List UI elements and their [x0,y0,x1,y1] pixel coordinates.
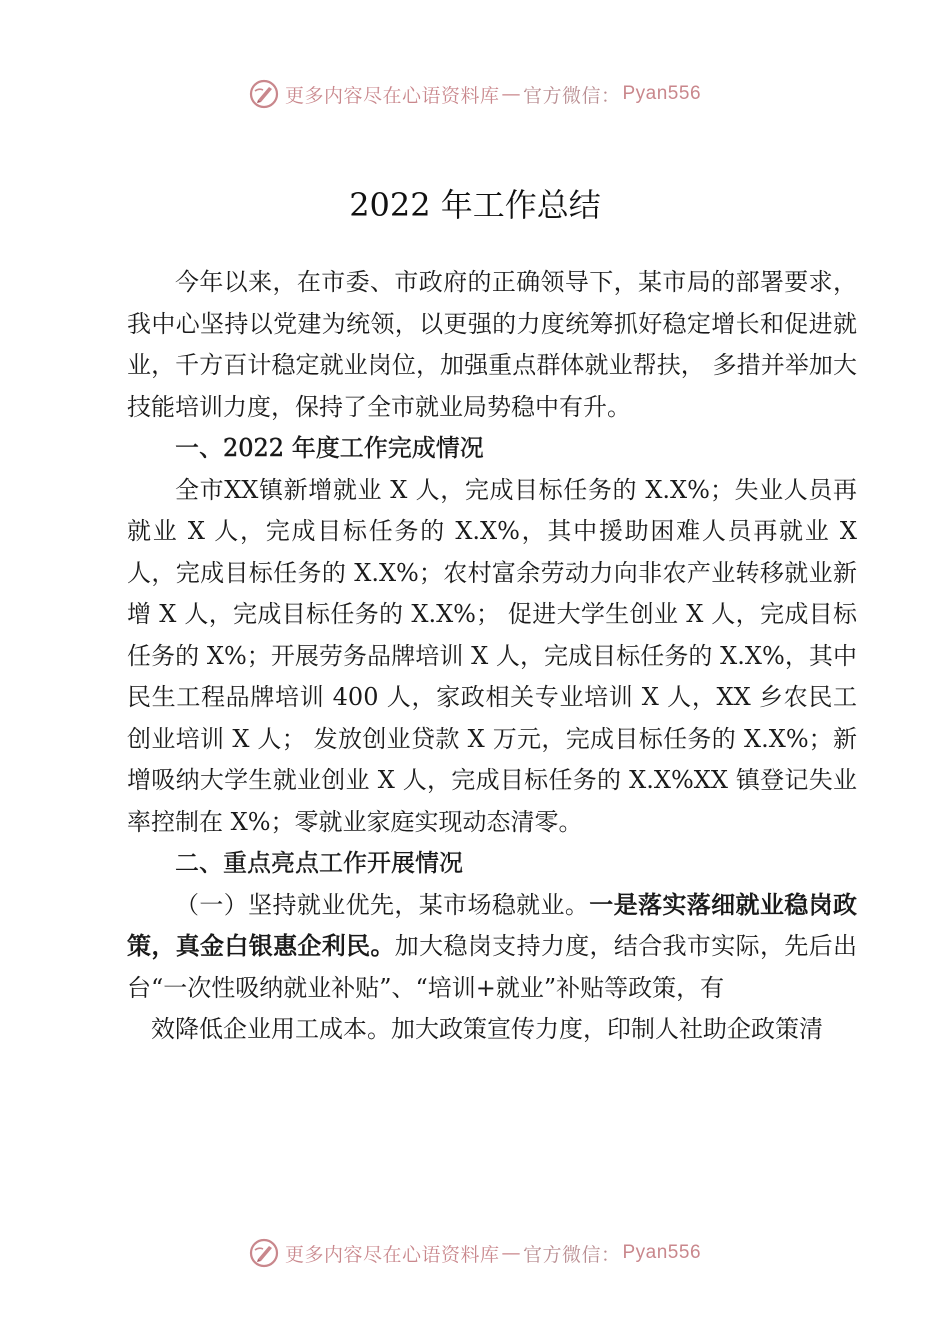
section-2-paragraph [127,885,857,1010]
watermark-id: Pyan556 [622,1242,702,1263]
page-title: 2022 年工作总结 [349,186,601,224]
document-body [127,262,857,1051]
watermark-id: Pyan556 [622,83,702,104]
footer-watermark [0,1233,950,1273]
continued-paragraph: 效降低企业用工成本。加大政策宣传力度，印制人社助企政策清 [151,1015,823,1043]
subsection-1-bold-lead: 一是落实落细就业稳岗政策，真金白银惠企利民。 [127,890,857,960]
watermark-label: 官方微信： [522,84,621,107]
pen-logo-icon [249,1238,279,1268]
subsection-1-body: 加大稳岗支持力度，结合我市实际，先后出台“一次性吸纳就业补贴”、“培训+就业”补贴等政策，有 [127,932,858,1002]
watermark-label: 官方微信： [522,1243,621,1266]
watermark-brand: 更多内容尽在心语资料库 [284,84,500,107]
subsection-1-prefix: （一）坚持就业优先，某市场稳就业。 [175,890,590,919]
intro-paragraph: 今年以来，在市委、市政府的正确领导下，某市局的部署要求，我中心坚持以党建为统领，以更强的力度统筹抓好稳定增长和促进就业，千方百计稳定就业岗位，加强重点群体就业帮扶， 多措并举加大技能培训力度，保持了全市就业局势稳中有升。 [127,268,857,421]
section-1-paragraph: 全市XX镇新增就业 X 人，完成目标任务的 X.X%；失业人员再就业 X 人，完成目标任务的 X.X%，其中援助困难人员再就业 X 人，完成目标任务的 X.X%；农村富余劳动力向非农产业转移就业新增 X 人，完成目标任务的 X.X%； 促进大学生创业 X 人，完成目标任务的 X%；开展劳务品牌培训 X 人，完成目标任务的 X.X%，其中民生工程品牌培训 400 人，家政相关专业培训 X 人，XX 乡农民工创业培训 X 人； 发放创业贷款 X 万元，完成目标任务的 X.X%；新增吸纳大学生就业创业 X 人，完成目标任务的 X.X%XX 镇登记失业率控制在 X%；零就业家庭实现动态清零。 [127,475,857,836]
pen-logo-icon [249,79,279,109]
watermark-dash: — [501,1242,521,1264]
section-1-heading: 一、2022 年度工作完成情况 [175,434,484,462]
section-2-heading: 二、重点亮点工作开展情况 [175,849,463,877]
header-watermark [0,74,950,114]
watermark-brand: 更多内容尽在心语资料库 [284,1243,500,1266]
watermark-dash: — [501,83,521,105]
